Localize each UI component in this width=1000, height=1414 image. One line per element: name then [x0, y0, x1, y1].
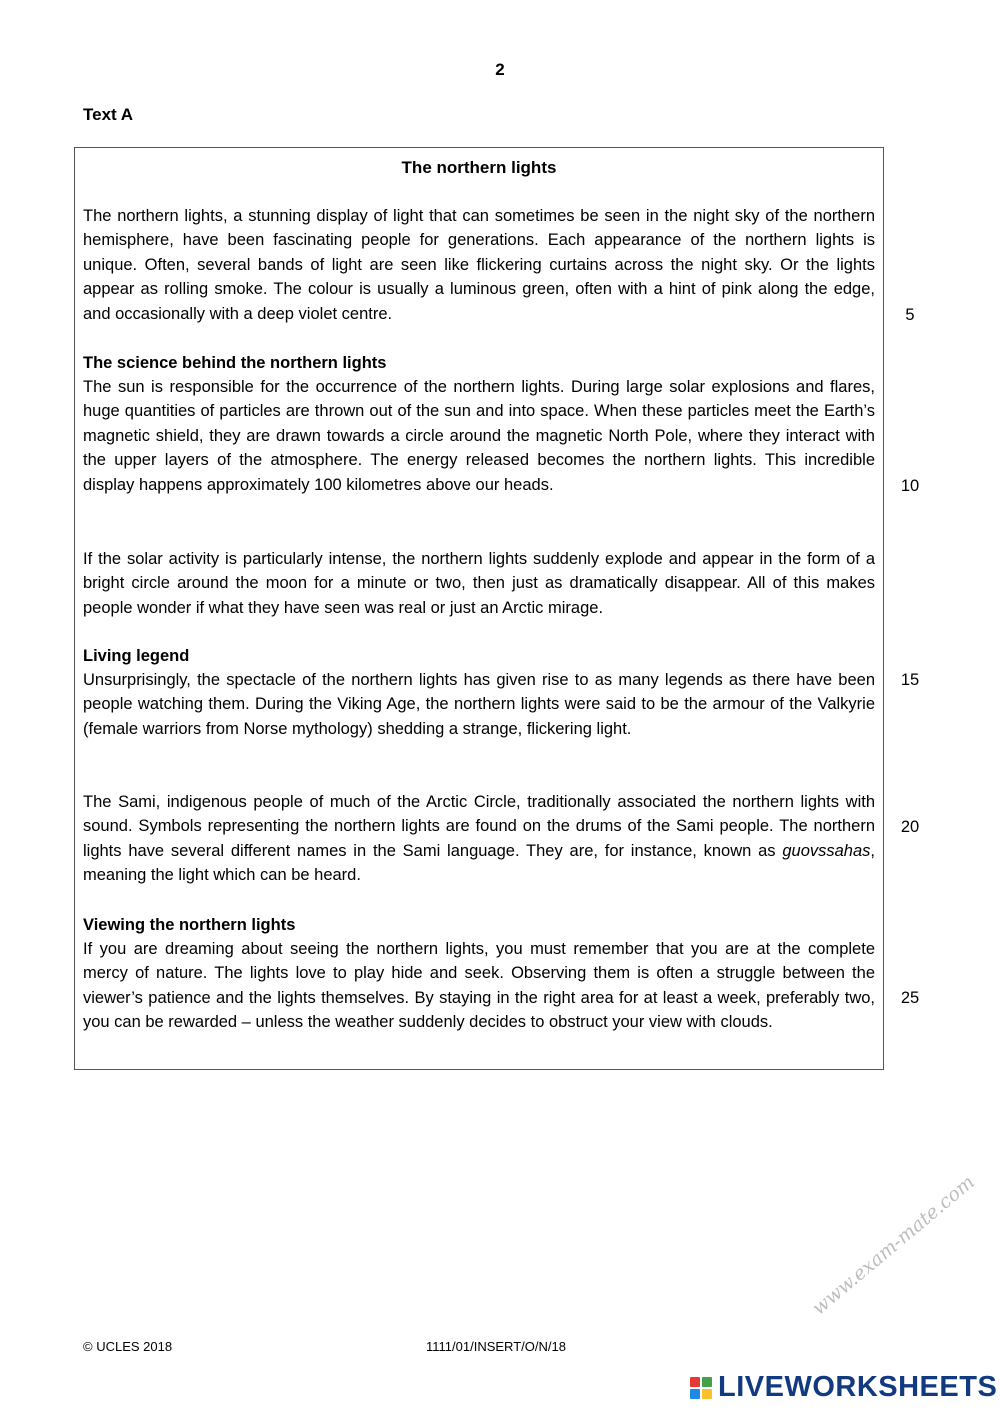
watermark: www.exam-mate.com: [807, 1171, 979, 1320]
paragraph-intro: The northern lights, a stunning display of light that can sometimes be seen in the night sky of the northern hemisphere, have been fascinating people for generations. Each appearance of the northern lights is unique. Often, several bands of light are seen like flickering curtains across the night sky. Or the lights appear as rolling smoke. The colour is usually a luminous green, often with a hint of pink along the edge, and occasionally with a deep violet centre.: [83, 207, 875, 323]
page-number: 2: [495, 60, 505, 79]
paragraph-legend-2: [83, 790, 875, 888]
legend-2-text-after: , meaning the light which can be heard.: [83, 841, 875, 885]
line-number-25: 25: [900, 989, 920, 1007]
logo-square-2: [702, 1377, 712, 1387]
line-number-20: 20: [900, 818, 920, 836]
paragraph-science-1: The sun is responsible for the occurrence of the northern lights. During large solar explosions and flares, huge quantities of particles are thrown out of the sun and into space. When these particles meet the Earth’s magnetic shield, they are drawn towards a circle around the magnetic North Pole, where they interact with the upper layers of the atmosphere. The energy released becomes the northern lights. This incredible display happens approximately 100 kilometres above our heads.: [83, 378, 875, 494]
line-number-15: 15: [900, 671, 920, 689]
heading-science: The science behind the northern lights: [83, 354, 387, 372]
logo-square-3: [690, 1389, 700, 1399]
paragraph-viewing-1: If you are dreaming about seeing the northern lights, you must remember that you are at the complete mercy of nature. The lights love to play hide and seek. Observing them is often a struggle between the viewer’s patience and the lights themselves. By staying in the right area for at least a week, preferably two, you can be rewarded – unless the weather suddenly decides to obstruct your view with clouds.: [83, 940, 875, 1032]
line-number-5: 5: [905, 306, 915, 324]
sami-term: guovssahas: [782, 841, 871, 860]
logo-square-1: [690, 1377, 700, 1387]
brand-logo-icon: [690, 1377, 712, 1399]
line-number-10: 10: [900, 477, 920, 495]
legend-2-text-before: The Sami, indigenous people of much of the Arctic Circle, traditionally associated the northern lights with sound. Symbols representing the northern lights are found on the drums of the Sami people. The northern lights have several different names in the Sami language. They are, for instance, known as: [83, 793, 875, 860]
footer-copyright: © UCLES 2018: [83, 1339, 173, 1354]
brand-name: LIVEWORKSHEETS: [718, 1371, 998, 1403]
paragraph-legend-1: Unsurprisingly, the spectacle of the northern lights has given rise to as many legends as there have been people watching them. During the Viking Age, the northern lights were said to be the armour of the Valkyrie (female warriors from Norse mythology) shedding a strange, flickering light.: [83, 671, 875, 738]
heading-viewing: Viewing the northern lights: [83, 916, 296, 934]
article-title: The northern lights: [401, 158, 557, 177]
heading-legend: Living legend: [83, 647, 190, 665]
section-label: Text A: [83, 105, 134, 124]
brand-banner[interactable]: [690, 1371, 997, 1404]
paragraph-science-2: If the solar activity is particularly intense, the northern lights suddenly explode and appear in the form of a bright circle around the moon for a minute or two, then just as dramatically disappear. All of this makes people wonder if what they have seen was real or just an Arctic mirage.: [83, 550, 875, 617]
footer-code: 1111/01/INSERT/O/N/18: [426, 1339, 566, 1354]
logo-square-4: [702, 1389, 712, 1399]
